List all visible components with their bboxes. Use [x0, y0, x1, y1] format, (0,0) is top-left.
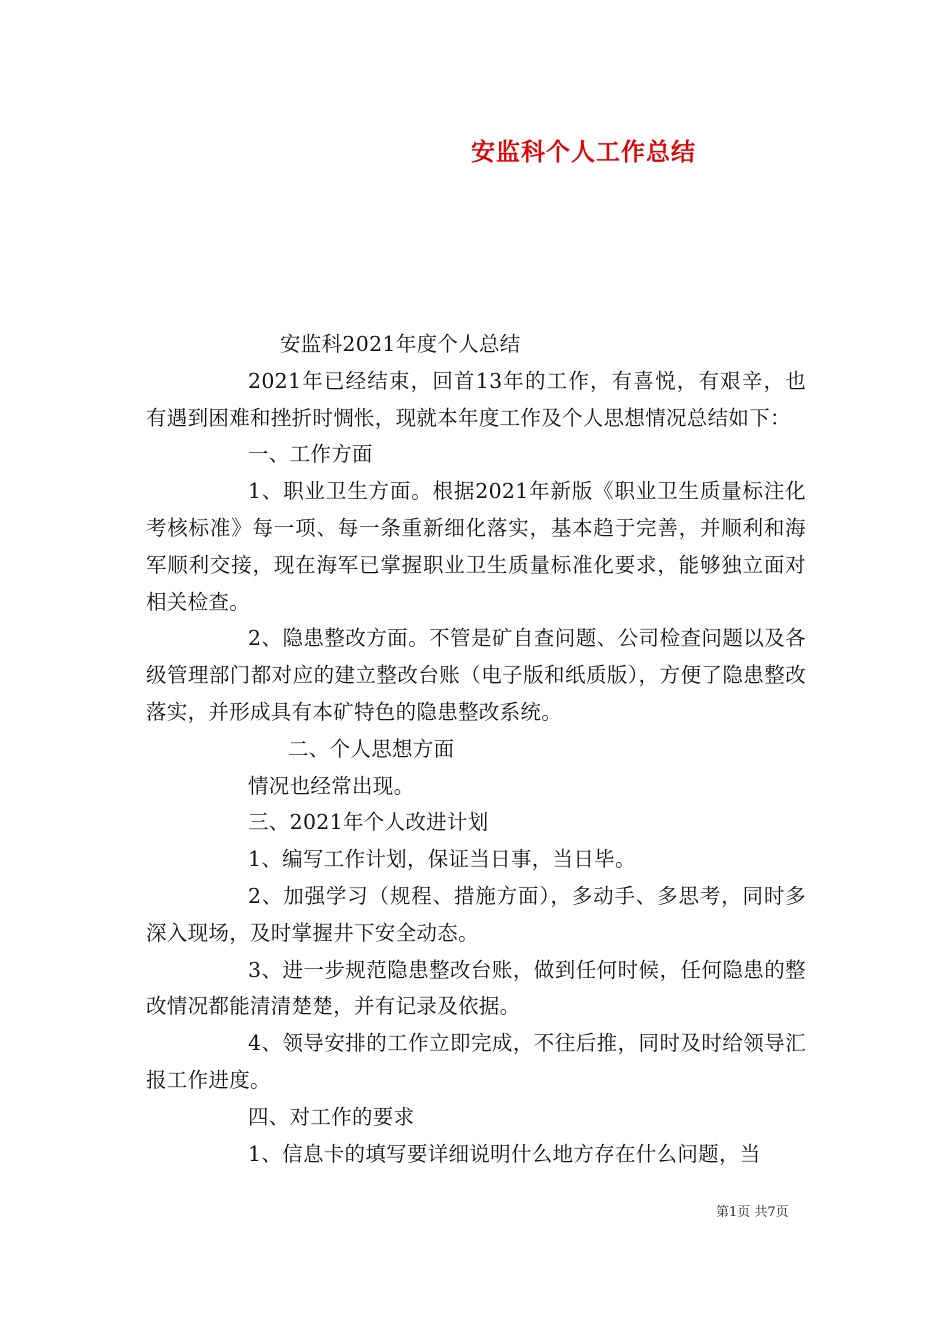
body-paragraph: 1、职业卫生方面。根据2021年新版《职业卫生质量标注化考核标准》每一项、每一条重新细化落实，基本趋于完善，并顺利和海军顺利交接，现在海军已掌握职业卫生质量标准化要求，能够独立面对相关检查。 — [146, 479, 806, 614]
document-title: 安监科个人工作总结 — [471, 137, 696, 166]
body-paragraph: 1、编写工作计划，保证当日事，当日毕。 — [248, 847, 636, 872]
body-paragraph: 4、领导安排的工作立即完成，不往后推，同时及时给领导汇报工作进度。 — [146, 1031, 806, 1092]
body-paragraph: 2021年已经结束，回首13年的工作，有喜悦，有艰辛，也有遇到困难和挫折时惆怅，现就本年度工作及个人思想情况总结如下： — [146, 368, 806, 430]
section-heading: 三、2021年个人改进计划 — [248, 810, 489, 835]
page-number: 第1页 共7页 — [716, 1205, 789, 1220]
section-heading: 安监科2021年度个人总结 — [280, 332, 521, 356]
section-heading: 四、对工作的要求 — [248, 1104, 415, 1129]
body-paragraph: 情况也经常出现。 — [248, 773, 415, 798]
body-paragraph: 1、信息卡的填写要详细说明什么地方存在什么问题，当 — [248, 1141, 761, 1166]
body-paragraph: 2、加强学习（规程、措施方面），多动手、多思考，同时多深入现场，及时掌握井下安全动态。 — [146, 883, 806, 945]
document-body — [146, 326, 806, 1172]
body-paragraph: 3、进一步规范隐患整改台账，做到任何时候，任何隐患的整改情况都能清清楚楚，并有记录及依据。 — [146, 957, 806, 1019]
section-heading: 二、个人思想方面 — [288, 736, 455, 761]
body-paragraph: 2、隐患整改方面。不管是矿自查问题、公司检查问题以及各级管理部门都对应的建立整改台账（电子版和纸质版），方便了隐患整改落实，并形成具有本矿特色的隐患整改系统。 — [146, 626, 806, 724]
section-heading: 一、工作方面 — [248, 442, 373, 467]
